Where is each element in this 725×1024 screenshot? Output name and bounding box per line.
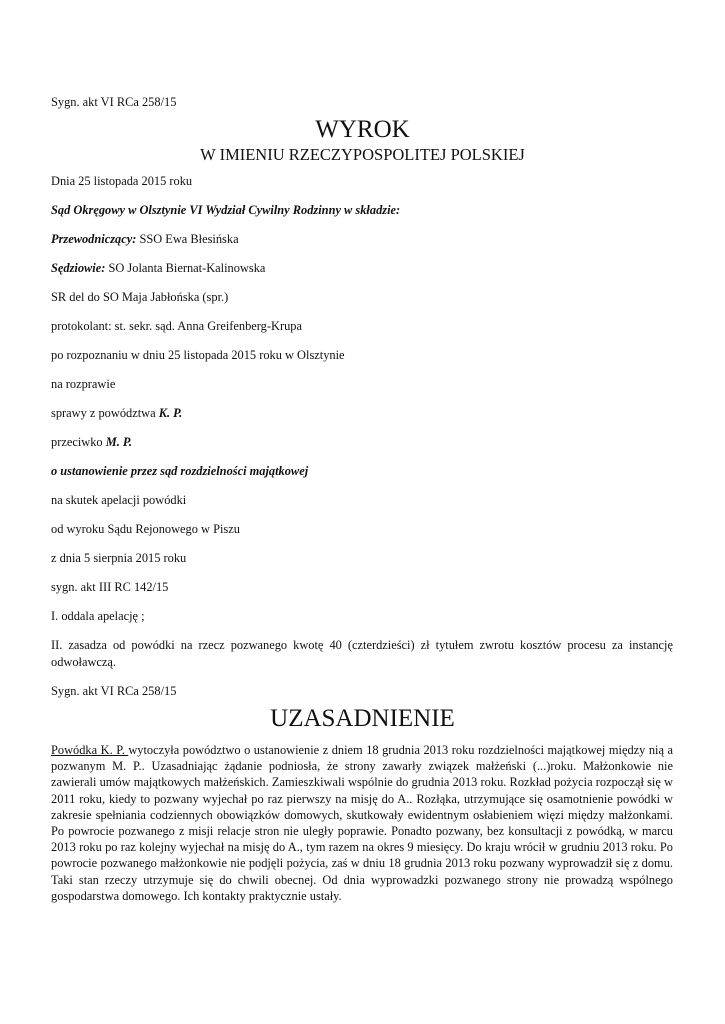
second-judge: SR del do SO Maja Jabłońska (spr.) — [51, 290, 229, 304]
court-composition: Sąd Okręgowy w Olsztynie VI Wydział Cywilny Rodzinny w składzie: — [51, 203, 401, 217]
claimant-prefix: sprawy z powództwa — [51, 406, 159, 420]
lower-court-line: od wyroku Sądu Rejonowego w Piszu — [51, 522, 240, 536]
claimant-name: K. P. — [158, 406, 183, 420]
clerk-line: protokolant: st. sekr. sąd. Anna Greifenberg-Krupa — [51, 319, 302, 333]
case-subject: o ustanowienie przez sąd rozdzielności majątkowej — [51, 464, 309, 478]
case-reference-top: Sygn. akt VI RCa 258/15 — [51, 95, 177, 109]
claimant-line — [51, 405, 182, 421]
justification-paragraph — [51, 742, 673, 904]
lower-case-reference: sygn. akt III RC 142/15 — [51, 580, 169, 594]
judgment-date: Dnia 25 listopada 2015 roku — [51, 174, 193, 188]
chair-label: Przewodniczący: — [51, 232, 137, 246]
chair-name: SSO Ewa Błesińska — [136, 232, 239, 246]
justification-body: wytoczyła powództwo o ustanowienie z dniem 18 grudnia 2013 roku rozdzielności majątkowej między nią a pozwanym M. P.. Uzasadniając żądanie podniosła, że strony zawarły związek małżeński (...)roku. Małżonkowie nie zawierali umów majątkowych małżeńskich. Zamieszkiwali wspólnie do grudnia 2013 roku. Rozkład pożycia rozpoczął się w 2011 roku, kiedy to pozwany wyjechał po raz pierwszy na misję do A.. Rozłąka, utrzymujące się osamotnienie powódki w zakresie spełniania codziennych obowiązków domowych, skutkowały ewidentnym osłabieniem więzi między małżonkami. Po powrocie pozwanego z misji relacje stron nie uległy poprawie. Ponadto pozwany, bez konsultacji z powódką, w marcu 2013 roku po raz kolejny wyjechał na misję do A., tym razem na okres 9 miesięcy. Do kraju wrócił w grudniu 2013 roku. Po powrocie pozwanego małżonkowie nie podjęli pożycia, zaś w dniu 18 grudnia 2013 roku pozwany wyprowadził się z domu. Taki stan rzeczy utrzymuje się do chwili obecnej. Od dnia wyprowadzki pozwanego strony nie prowadzą wspólnego gospodarstwa domowego. Ich kontakty praktycznie ustały. — [51, 743, 673, 903]
appeal-line: na skutek apelacji powódki — [51, 493, 187, 507]
justification-lead: Powódka K. P. — [51, 743, 129, 757]
judges-line — [51, 260, 265, 276]
ruling-point-1: I. oddala apelację ; — [51, 609, 145, 623]
hearing-line: po rozpoznaniu w dniu 25 listopada 2015 roku w Olsztynie — [51, 348, 345, 362]
defendant-name: M. P. — [105, 435, 132, 449]
justification-title: UZASADNIENIE — [270, 705, 455, 732]
judgment-title: WYROK — [315, 116, 410, 143]
ruling-point-2: II. zasadza od powódki na rzecz pozwanego kwotę 40 (czterdzieści) zł tytułem zwrotu kosztów procesu za instancję odwoławczą. — [51, 638, 673, 669]
chair-line — [51, 231, 239, 247]
defendant-line — [51, 434, 132, 450]
judges-label: Sędziowie: — [51, 261, 106, 275]
lower-judgment-date: z dnia 5 sierpnia 2015 roku — [51, 551, 187, 565]
hearing-type: na rozprawie — [51, 377, 116, 391]
case-reference-bottom: Sygn. akt VI RCa 258/15 — [51, 684, 177, 698]
judge-name: SO Jolanta Biernat-Kalinowska — [105, 261, 266, 275]
defendant-prefix: przeciwko — [51, 435, 106, 449]
judgment-subtitle: W IMIENIU RZECZYPOSPOLITEJ POLSKIEJ — [200, 145, 525, 164]
